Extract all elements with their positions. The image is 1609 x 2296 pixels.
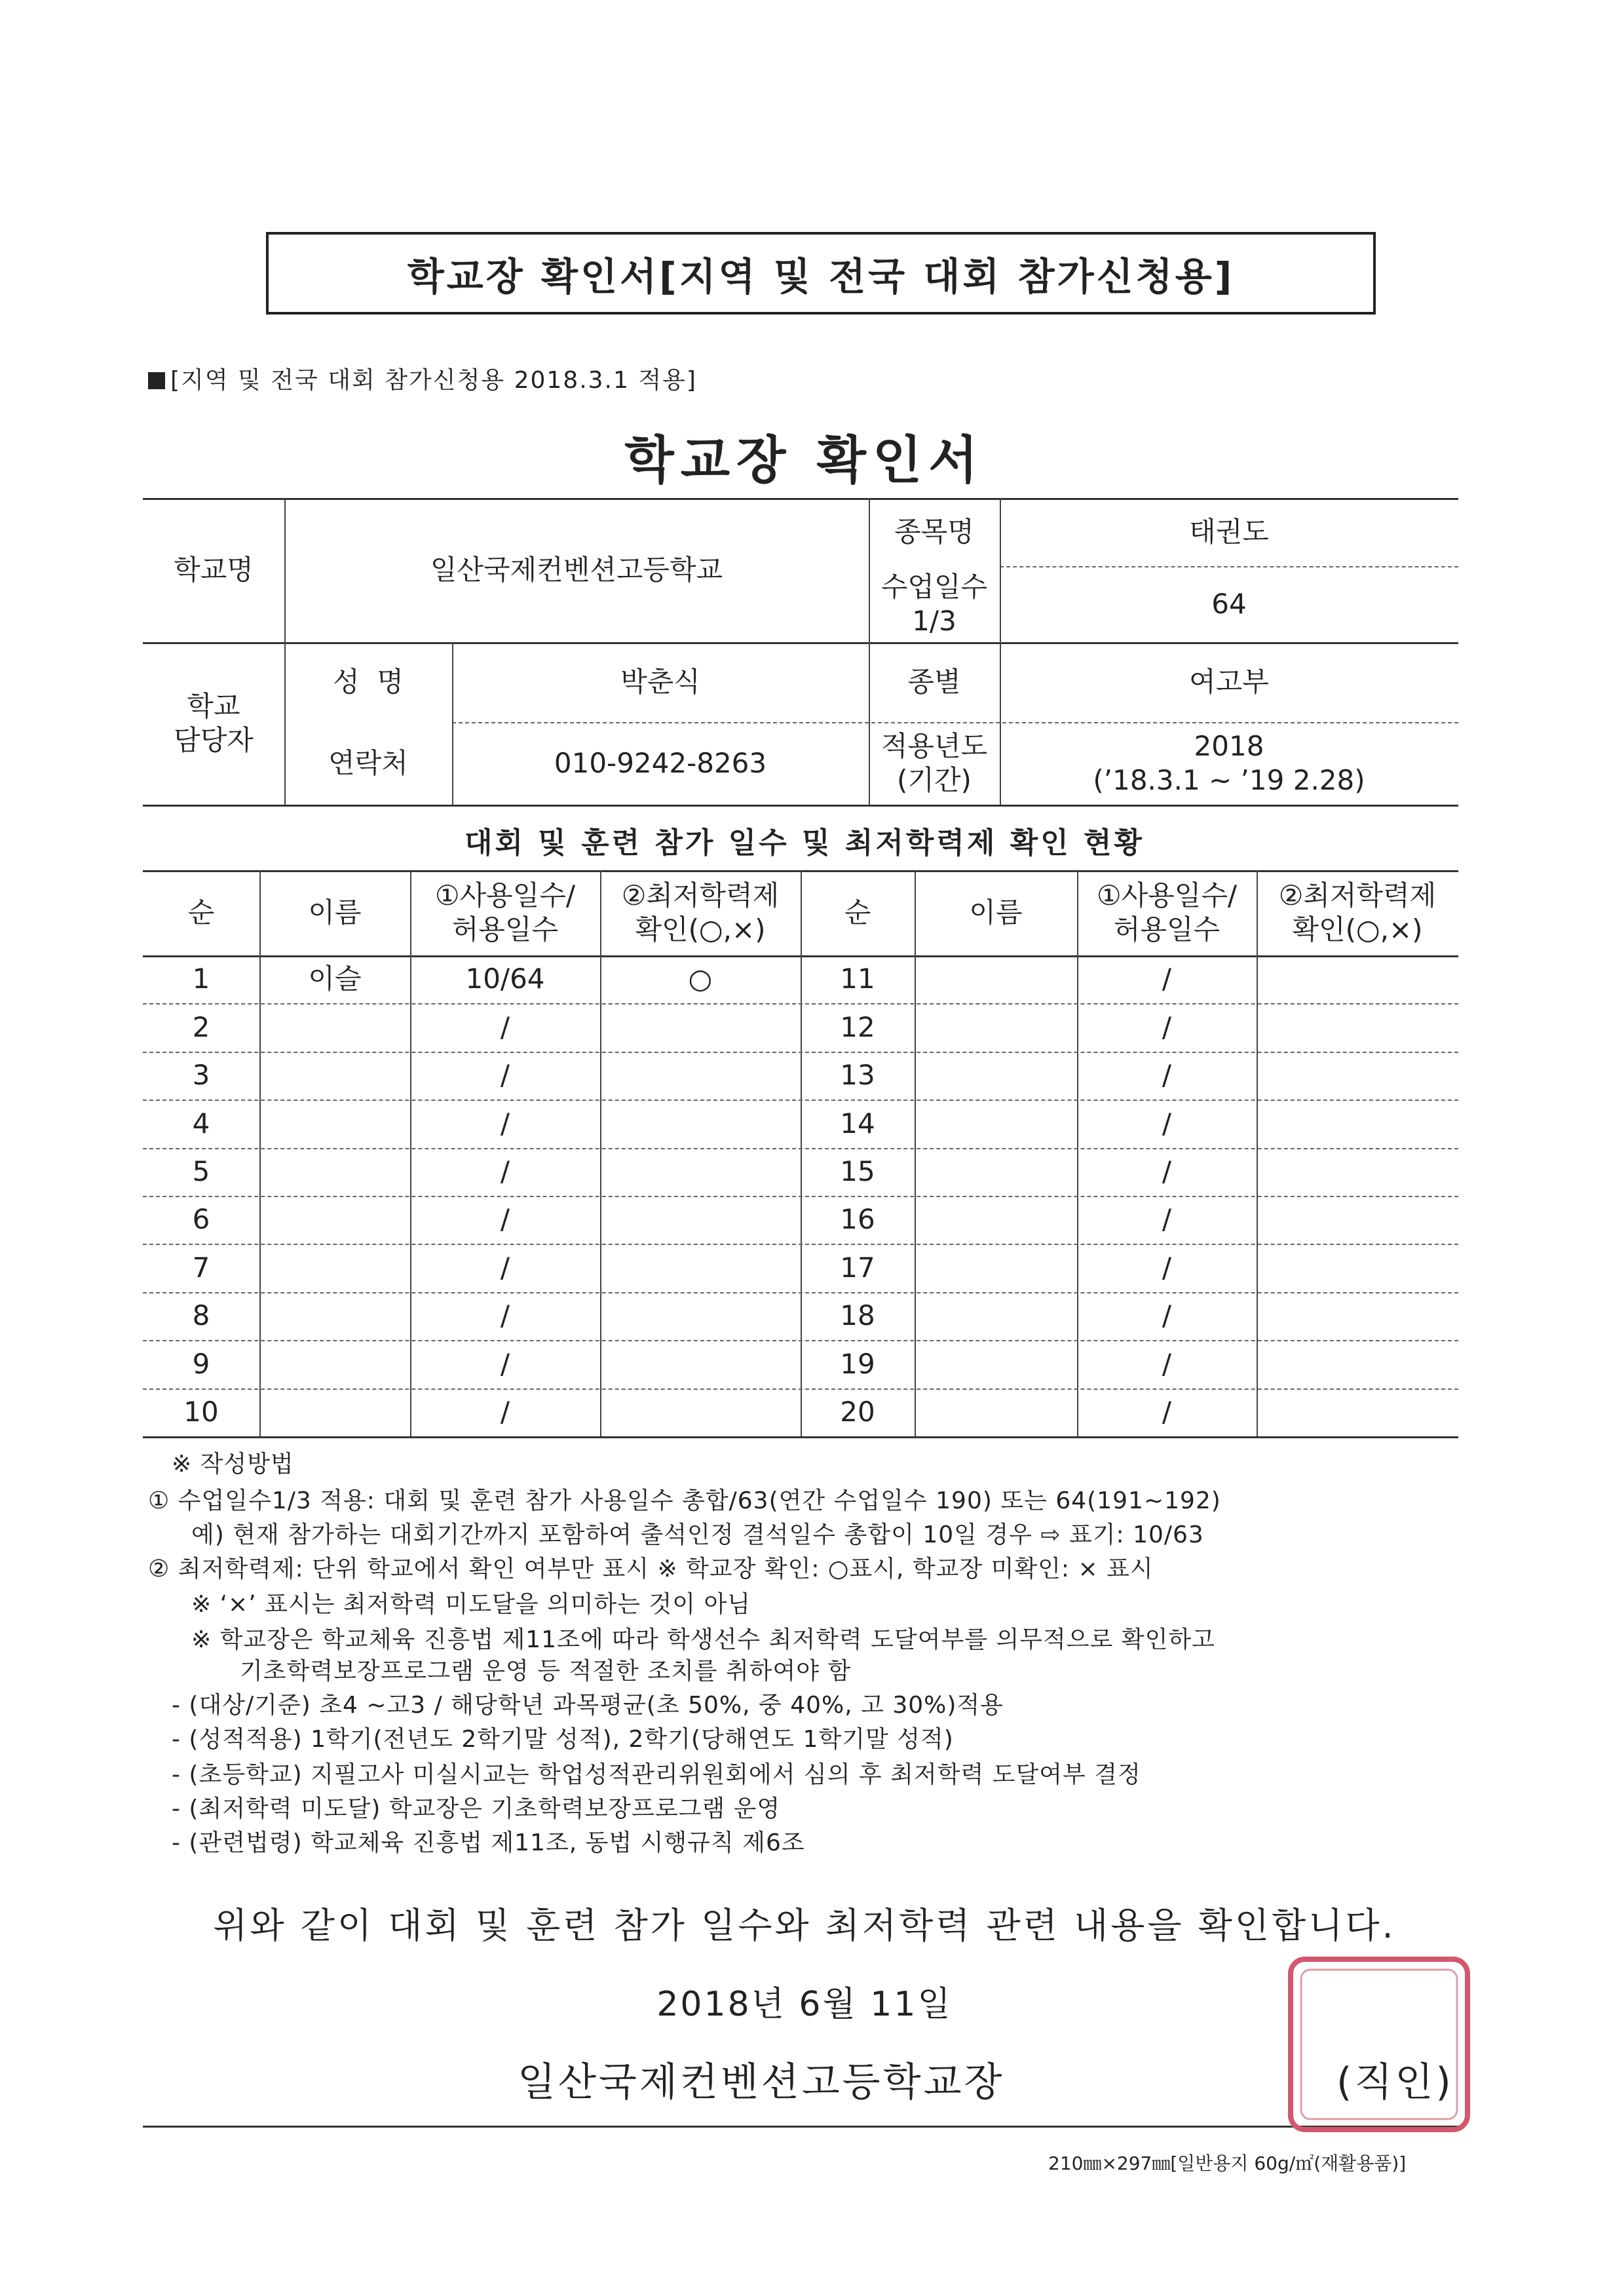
row-min-cell [600,1196,801,1244]
instruction-line: ※ 학교장은 학교체육 진흥법 제11조에 따라 학생선수 최저학력 도달여부를 의무적으로 확인하고 [191,1626,1215,1653]
header-used-days [410,870,600,955]
header-used-line2: 허용일수 [451,913,559,946]
instruction-line: 기초학력보장프로그램 운영 등 적절한 조치를 취하여야 함 [240,1658,852,1685]
row-used-cell: / [500,1299,510,1332]
row-used-cell: / [1162,1251,1172,1284]
year-value-line1: 2018 [1194,729,1264,762]
row-name-cell [915,1003,1077,1051]
row-used-cell: / [1162,1299,1172,1332]
row-min-cell [1257,1148,1458,1196]
header-used-line1: ①사용일수/ [1096,879,1238,911]
section-title: 대회 및 훈련 참가 일수 및 최저학력제 확인 현황 [464,826,1145,860]
row-name-cell [915,1340,1077,1388]
row-min-cell [600,1003,801,1051]
instruction-line: ※ ‘×’ 표시는 최저학력 미도달을 의미하는 것이 아님 [191,1591,751,1618]
row-name-cell [259,1340,410,1388]
row-name-cell [259,1003,410,1051]
row-min-cell [600,1100,801,1147]
class-days-label [869,566,1000,642]
row-name-cell [915,1052,1077,1100]
row-no-cell: 6 [192,1203,210,1236]
row-name-cell [259,1052,410,1100]
row-no-cell: 9 [192,1347,210,1380]
row-min-cell [1257,1003,1458,1051]
row-name-cell [259,1388,410,1436]
row-no-cell: 12 [840,1010,875,1043]
school-name-label: 학교명 [174,553,254,586]
official-seal-icon [1284,1953,1474,2136]
row-min-cell [1257,1100,1458,1147]
row-used-cell: 10/64 [465,963,545,995]
row-no-cell: 13 [840,1059,875,1092]
paper-spec-footer: 210㎜×297㎜[일반용지 60g/㎡(재활용품)] [1048,2152,1407,2174]
row-min-cell [600,1340,801,1388]
header-name: 이름 [969,896,1023,928]
instruction-line: ① 수업일수1/3 적용: 대회 및 훈련 참가 사용일수 총합/63(연간 수업일수 190) 또는 64(191~192) [148,1487,1221,1514]
instruction-line: ② 최저학력제: 단위 학교에서 확인 여부만 표시 ※ 학교장 확인: ○표시, 학교장 미확인: × 표시 [148,1556,1154,1582]
row-name-cell [259,1148,410,1196]
row-used-cell: / [500,1059,510,1092]
row-used-cell: / [1162,1010,1172,1043]
category-value: 여고부 [1189,665,1269,698]
row-min-cell [600,1388,801,1436]
row-name-cell [259,1196,410,1244]
manager-label [143,642,284,805]
row-name-cell [915,1244,1077,1292]
row-name-cell [259,1100,410,1147]
instruction-line: - (최저학력 미도달) 학교장은 기초학력보장프로그램 운영 [172,1795,781,1822]
row-name-cell [915,955,1077,1003]
row-name-cell [259,1292,410,1340]
row-no-cell: 15 [840,1155,875,1188]
instruction-line: - (대상/기준) 초4 ~고3 / 해당학년 과목평균(초 50%, 중 40%, 고 30%)적용 [172,1692,1004,1719]
category-label: 종별 [907,665,961,698]
manager-label-line2: 담당자 [174,724,254,756]
header-min-line1: ②최저학력제 [1278,879,1437,911]
event-value: 태권도 [1189,515,1269,548]
row-no-cell: 10 [183,1396,219,1428]
row-used-cell: / [500,1203,510,1236]
person-name-value: 박춘식 [620,665,700,698]
header-used-days [1077,870,1257,955]
row-used-cell: / [500,1010,510,1043]
row-name-cell [915,1388,1077,1436]
row-min-cell [1257,1196,1458,1244]
instruction-line: - (성적적용) 1학기(전년도 2학기말 성적), 2학기(당해연도 1학기말 성적) [172,1726,954,1753]
header-no: 순 [187,896,215,928]
class-days-label-line1: 수업일수 [880,570,988,603]
instruction-line: - (관련법령) 학교체육 진흥법 제11조, 동법 시행규칙 제6조 [172,1829,805,1856]
row-min-cell [600,1244,801,1292]
row-no-cell: 20 [840,1396,875,1428]
row-min-cell [1257,1388,1458,1436]
manager-label-line1: 학교 [187,689,240,722]
header-min-academic [1257,870,1458,955]
row-no-cell: 17 [840,1251,875,1284]
row-min-cell [1257,1244,1458,1292]
row-no-cell: 5 [192,1155,210,1188]
row-name-cell [915,1196,1077,1244]
class-days-value: 64 [1211,587,1247,620]
applicability-note [148,362,697,395]
row-no-cell: 14 [840,1107,875,1139]
school-name-value: 일산국제컨벤션고등학교 [430,553,723,586]
applicability-note-text: [지역 및 전국 대회 참가신청용 2018.3.1 적용] [170,367,697,394]
row-used-cell: / [1162,1059,1172,1092]
header-min-line1: ②최저학력제 [621,879,780,911]
document-header-title: 학교장 확인서[지역 및 전국 대회 참가신청용] [266,232,1376,315]
black-square-icon [148,372,165,389]
event-label: 종목명 [894,515,974,548]
year-period: (’18.3.1 ~ ’19 2.28) [1093,764,1365,796]
row-used-cell: / [1162,963,1172,995]
year-value [1000,722,1458,805]
row-no-cell: 7 [192,1251,210,1284]
row-min-cell [600,1292,801,1340]
row-min-cell [1257,955,1458,1003]
contact-label: 연락처 [328,746,408,779]
header-no: 순 [844,896,871,928]
row-no-cell: 4 [192,1107,210,1139]
row-min-cell [1257,1292,1458,1340]
instruction-line: - (초등학교) 지필고사 미실시교는 학업성적관리위원회에서 심의 후 최저학력 도달여부 결정 [172,1761,1141,1788]
row-used-cell: / [500,1396,510,1428]
row-min-cell [1257,1052,1458,1100]
row-used-cell: / [1162,1107,1172,1139]
confirmation-text: 위와 같이 대회 및 훈련 참가 일수와 최저학력 관련 내용을 확인합니다. [213,1905,1396,1946]
row-used-cell: / [500,1107,510,1139]
header-min-line2: 확인(○,×) [1292,913,1423,946]
row-no-cell: 1 [192,963,210,995]
row-no-cell: 11 [840,963,875,995]
row-used-cell: / [1162,1396,1172,1428]
table-border [143,1436,1458,1438]
row-no-cell: 3 [192,1059,210,1092]
row-name-cell: 이슬 [308,963,362,995]
row-used-cell: / [500,1251,510,1284]
contact-value: 010-9242-8263 [554,746,767,779]
header-min-line2: 확인(○,×) [635,913,766,946]
class-days-label-line2: 1/3 [912,605,956,637]
header-used-line1: ①사용일수/ [434,879,576,911]
row-min-cell [600,1052,801,1100]
header-name: 이름 [308,896,362,928]
row-no-cell: 18 [840,1299,875,1332]
row-no-cell: 2 [192,1010,210,1043]
header-min-academic [600,870,801,955]
row-min-cell [600,1148,801,1196]
table-border [143,805,1458,807]
person-name-label: 성 명 [333,665,404,698]
row-name-cell [915,1100,1077,1147]
header-used-line2: 허용일수 [1113,913,1221,946]
year-label-line2: (기간) [897,764,972,796]
row-min-cell [1257,1340,1458,1388]
row-used-cell: / [1162,1155,1172,1188]
row-used-cell: / [1162,1347,1172,1380]
row-used-cell: / [500,1347,510,1380]
issue-date: 2018년 6월 11일 [656,1985,953,2024]
page-title: 학교장 확인서 [624,431,985,490]
row-used-cell: / [1162,1203,1172,1236]
row-name-cell [915,1292,1077,1340]
instruction-line: 예) 현재 참가하는 대회기간까지 포함하여 출석인정 결석일수 총합이 10일 경우 ⇨ 표기: 10/63 [191,1521,1204,1548]
year-label [869,722,1000,805]
row-used-cell: / [500,1155,510,1188]
row-name-cell [915,1148,1077,1196]
row-name-cell [259,1244,410,1292]
year-label-line1: 적용년도 [880,729,988,762]
row-min-cell: ○ [688,963,713,995]
principal-signature: 일산국제컨벤션고등학교장 [518,2059,1005,2105]
row-no-cell: 19 [840,1347,875,1380]
bottom-border [143,2126,1458,2128]
row-no-cell: 8 [192,1299,210,1332]
instruction-line: ※ 작성방법 [172,1451,294,1478]
seal-label: (직인) [1336,2059,1454,2105]
row-no-cell: 16 [840,1203,875,1236]
